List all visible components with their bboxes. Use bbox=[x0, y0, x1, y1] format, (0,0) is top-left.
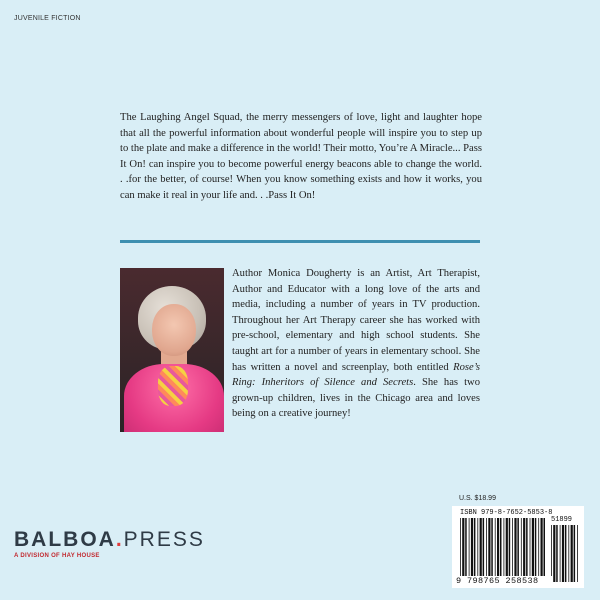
barcode-bar bbox=[538, 518, 539, 582]
barcode-bar bbox=[571, 525, 573, 582]
publisher-tagline: A DIVISION OF HAY HOUSE bbox=[14, 553, 100, 559]
ean-digits: 9 798765 258538 bbox=[456, 576, 552, 586]
barcode-bar bbox=[495, 518, 496, 582]
barcode-bars bbox=[460, 518, 548, 582]
barcode-bar bbox=[562, 525, 564, 582]
barcode-bar bbox=[553, 525, 555, 582]
author-photo bbox=[120, 268, 224, 432]
barcode-bar bbox=[521, 518, 522, 582]
barcode-bar bbox=[474, 518, 476, 582]
price-code-bars bbox=[551, 525, 579, 582]
barcode-bar bbox=[526, 518, 528, 582]
barcode-bar bbox=[535, 518, 537, 582]
barcode-bar bbox=[523, 518, 525, 582]
barcode bbox=[452, 506, 584, 588]
publisher-name bbox=[14, 528, 205, 552]
barcode-bar bbox=[556, 525, 558, 582]
barcode-bar bbox=[477, 518, 478, 582]
photo-face bbox=[152, 304, 196, 356]
barcode-bar bbox=[517, 518, 519, 582]
barcode-bar bbox=[480, 518, 482, 582]
barcode-bar bbox=[512, 518, 513, 582]
barcode-bar bbox=[497, 518, 499, 582]
blurb-text: The Laughing Angel Squad, the merry messengers of love, light and laughter hope that all the powerful information about wonderful people will inspire you to step up to the plate and make a difference in the world! Their motto, You’re A Miracle... Pass It On! can inspire you to become powerful energy beacons able to change the world. . .for the better, of course! When you know something exists and how it works, you can make it real in your life and. . .Pass It On! bbox=[120, 112, 482, 201]
barcode-bar bbox=[544, 518, 546, 582]
barcode-bar bbox=[491, 518, 493, 582]
isbn-number: ISBN 979-8-7652-5853-8 bbox=[460, 509, 553, 517]
barcode-bar bbox=[560, 525, 561, 582]
publisher-name-rest: PRESS bbox=[123, 528, 205, 551]
barcode-bar bbox=[465, 518, 467, 582]
barcode-bar bbox=[504, 518, 505, 582]
divider-line bbox=[120, 240, 480, 243]
barcode-bar bbox=[541, 518, 543, 582]
barcode-bar bbox=[577, 525, 578, 582]
barcode-bar bbox=[462, 518, 464, 582]
barcode-bar bbox=[514, 518, 516, 582]
bio-text-2: . She has two grown-up children, lives in the Chicago area and loves being on a creative journey! bbox=[232, 377, 480, 420]
publisher-name-dot: . bbox=[115, 528, 124, 551]
genre-label: JUVENILE FICTION bbox=[14, 15, 81, 22]
barcode-bar bbox=[500, 518, 502, 582]
barcode-bar bbox=[568, 525, 569, 582]
barcode-bar bbox=[509, 518, 511, 582]
barcode-bar bbox=[574, 525, 576, 582]
barcode-bar bbox=[471, 518, 473, 582]
barcode-bar bbox=[530, 518, 531, 582]
author-bio bbox=[232, 266, 480, 422]
bio-book-title: Rose’s Ring: Inheritors of Silence and Secrets bbox=[232, 361, 480, 389]
barcode-bar bbox=[532, 518, 534, 582]
barcode-bar bbox=[486, 518, 487, 582]
photo-scarf bbox=[158, 366, 188, 406]
barcode-bar bbox=[483, 518, 485, 582]
barcode-bar bbox=[460, 518, 461, 582]
barcode-bar bbox=[551, 525, 552, 582]
publisher-name-bold: BALBOA bbox=[14, 528, 116, 551]
publisher-logo bbox=[14, 528, 205, 559]
barcode-bar bbox=[488, 518, 490, 582]
barcode-bar bbox=[565, 525, 567, 582]
price-label: U.S. $18.99 bbox=[459, 495, 496, 502]
barcode-bar bbox=[506, 518, 508, 582]
barcode-bar bbox=[469, 518, 470, 582]
bio-text-1: Author Monica Dougherty is an Artist, Art Therapist, Author and Educator with a long love of the arts and media, including a number of years in TV production. Throughout her Art Therapy career she has worked with pre-school, elementary and high school students. She taught art for a number of years in elementary school. She has written a novel and screenplay, both entitled bbox=[232, 268, 480, 373]
price-code: 51899 bbox=[551, 516, 573, 524]
